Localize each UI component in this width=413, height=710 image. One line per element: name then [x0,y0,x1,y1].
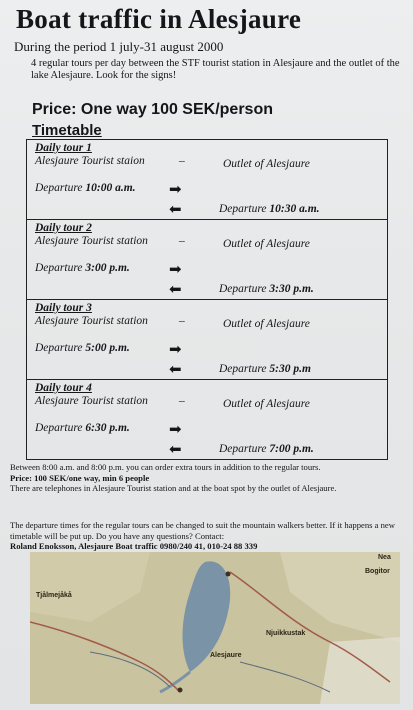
tour-origin: Alesjaure Tourist station [35,315,148,327]
departure-return: Departure 5:30 p.m [219,363,311,375]
separator-dash: – [179,155,185,167]
contact-block [10,520,405,552]
timetable-heading: Timetable [32,122,102,139]
departure-outbound: Departure 5:00 p.m. [35,342,130,354]
daily-tour-1 [27,139,387,219]
change-note: The departure times for the regular tours can be changed to suit the mountain walkers better. If it happens a new timetable will be put up. Do you have any questions? Contact: [10,520,395,541]
tour-destination: Outlet of Alesjaure [223,398,310,410]
tour-name: Daily tour 4 [35,382,92,394]
arrow-right-icon: ➡ [169,422,182,438]
area-map [30,552,400,704]
map-label-alesjaure: Alesjaure [210,652,242,659]
arrow-right-icon: ➡ [169,342,182,358]
departure-outbound: Departure 10:00 a.m. [35,182,136,194]
price-line: Price: One way 100 SEK/person [32,101,273,118]
map-label-tjalmejaka: Tjålmejåkå [36,592,72,599]
tour-destination: Outlet of Alesjaure [223,158,310,170]
sign-title: Boat traffic in Alesjaure [16,4,302,34]
extra-tours-note: Between 8:00 a.m. and 8:00 p.m. you can order extra tours in addition to the regular tours. [10,462,321,472]
timetable [26,139,388,460]
departure-outbound: Departure 6:30 p.m. [35,422,130,434]
telephones-note: There are telephones in Alesjaure Tourist station and at the boat spot by the outlet of Alesjaure. [10,483,337,493]
arrow-right-icon: ➡ [169,262,182,278]
tour-name: Daily tour 3 [35,302,92,314]
arrow-right-icon: ➡ [169,182,182,198]
arrow-left-icon: ⬅ [169,282,182,298]
tour-destination: Outlet of Alesjaure [223,238,310,250]
map-label-nea: Nea [378,554,391,561]
separator-dash: – [179,235,185,247]
arrow-left-icon: ⬅ [169,442,182,458]
intro-text: 4 regular tours per day between the STF tourist station in Alesjaure and the outlet of the lake Alesjaure. Look for the signs! [31,58,400,81]
map-label-bogitor: Bogitor [365,568,390,575]
tour-origin: Alesjaure Tourist staion [35,155,145,167]
map-label-njuikkustak: Njuikkustak [266,630,306,637]
daily-tour-4 [27,379,387,459]
departure-return: Departure 3:30 p.m. [219,283,314,295]
daily-tour-3 [27,299,387,379]
tour-origin: Alesjaure Tourist station [35,395,148,407]
service-period: During the period 1 july-31 august 2000 [14,39,224,54]
arrow-left-icon: ⬅ [169,202,182,218]
separator-dash: – [179,395,185,407]
departure-return: Departure 7:00 p.m. [219,443,314,455]
notes-block [10,462,405,494]
map-drawing [30,552,400,704]
tour-name: Daily tour 2 [35,222,92,234]
extra-price-note: Price: 100 SEK/one way, min 6 people [10,472,150,483]
departure-outbound: Departure 3:00 p.m. [35,262,130,274]
tour-name: Daily tour 1 [35,142,92,154]
arrow-left-icon: ⬅ [169,362,182,378]
separator-dash: – [179,315,185,327]
contact-line: Roland Enoksson, Alesjaure Boat traffic 0980/240 41, 010-24 88 339 [10,541,258,551]
tour-origin: Alesjaure Tourist station [35,235,148,247]
tour-destination: Outlet of Alesjaure [223,318,310,330]
daily-tour-2 [27,219,387,299]
departure-return: Departure 10:30 a.m. [219,203,320,215]
